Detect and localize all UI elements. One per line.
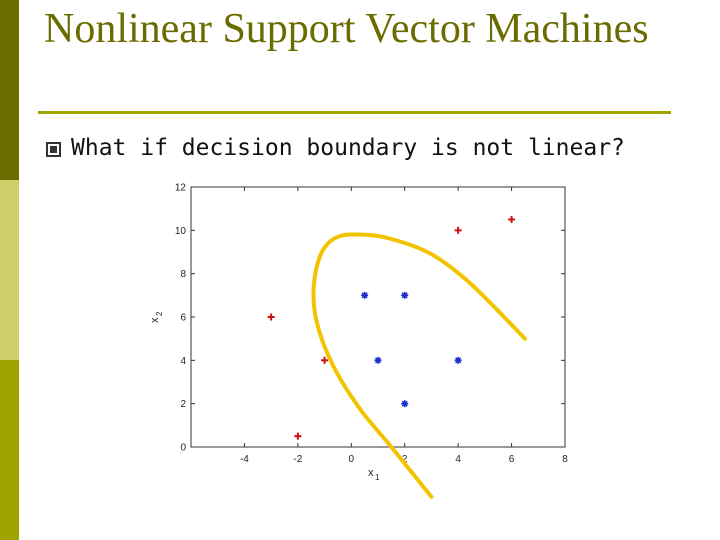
star-marker	[375, 357, 382, 364]
plot-area-frame	[191, 187, 565, 447]
x-tick-label: 8	[562, 454, 568, 465]
bullet-text: What if decision boundary is not linear?	[71, 135, 625, 161]
y-tick-label: 8	[180, 269, 186, 281]
x-tick-label: 0	[348, 454, 355, 465]
x-tick-label: -4	[239, 454, 249, 465]
x-tick-label: -2	[293, 454, 303, 465]
slide-title: Nonlinear Support Vector Machines	[44, 6, 649, 52]
x-tick-label: 2	[401, 454, 408, 465]
y-axis-label: x	[149, 317, 161, 323]
x-tick-label: 4	[455, 454, 461, 465]
y-tick-label: 4	[180, 355, 186, 367]
y-tick-label: 6	[180, 312, 186, 324]
x-axis-label-subscript: 1	[375, 473, 380, 482]
star-marker	[401, 292, 408, 299]
star-marker	[361, 292, 368, 299]
y-tick-label: 12	[174, 182, 186, 194]
x-axis-label: x	[368, 467, 374, 479]
star-marker	[401, 400, 408, 407]
y-axis-label-subscript: 2	[155, 311, 164, 316]
star-marker	[455, 357, 462, 364]
y-tick-label: 2	[180, 399, 186, 411]
y-tick-label: 0	[180, 442, 186, 454]
x-tick-label: 6	[508, 454, 515, 465]
y-tick-label: 10	[174, 225, 186, 237]
